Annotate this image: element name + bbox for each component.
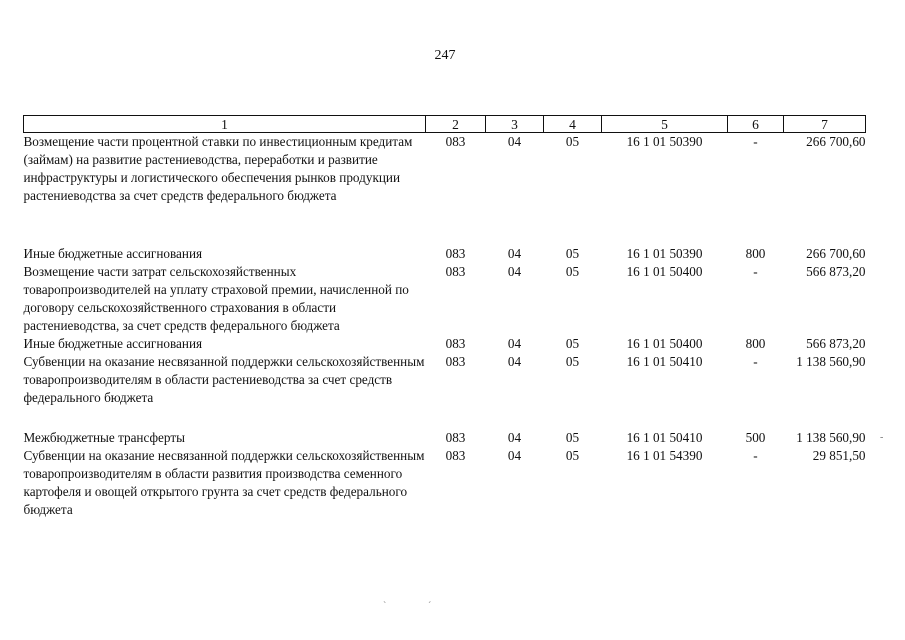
scan-speck: ˋ [383,601,387,612]
row-section: 04 [507,245,522,261]
row-name: Возмещение части затрат сельскохозяйственных товаропроизводителей на уплату страховой премии, начисленной по договору сельскохозяйственного страхования в области растениеводства, за счет средств федерального бюджета [23,263,409,333]
header-col-3: 3 [486,116,544,133]
row-subsection: 05 [565,353,580,369]
header-col-2: 2 [426,116,486,133]
table-row [24,245,866,263]
row-ministry: 083 [445,134,466,149]
row-target: 16 1 01 50390 [626,134,703,149]
row-section: 04 [507,263,522,279]
row-subsection: 05 [565,429,580,445]
row-type: 800 [745,245,766,261]
row-section: 04 [507,447,522,463]
row-target: 16 1 01 50410 [626,353,703,369]
header-col-4: 4 [544,116,602,133]
row-section: 04 [507,134,522,149]
page-number: 247 [434,48,456,63]
row-type: 500 [745,429,766,445]
row-ministry: 083 [445,263,466,279]
table-header-row [24,116,866,133]
row-amount: 29 851,50 [812,447,866,463]
row-ministry: 083 [445,335,466,351]
row-name: Возмещение части процентной ставки по инвестиционным кредитам (займам) на развитие растениеводства, переработки и развитие инфраструктуры и логистического обеспечения рынков продукции растениеводства за счет средств федерального бюджета [23,134,413,203]
row-type: 800 [745,335,766,351]
row-subsection: 05 [565,134,580,149]
row-subsection: 05 [565,263,580,279]
table-row [24,353,866,429]
scan-speck: - [880,432,884,443]
row-type: - [753,134,758,149]
scan-speck: ˊ [428,601,432,612]
row-subsection: 05 [565,335,580,351]
row-amount: 1 138 560,90 [796,353,866,369]
row-target: 16 1 01 50400 [626,335,703,351]
header-col-5: 5 [602,116,728,133]
table-row [24,335,866,353]
row-type: - [753,447,758,463]
row-amount: 566 873,20 [806,335,866,351]
table-row [24,263,866,335]
table-row [24,447,866,519]
row-section: 04 [507,353,522,369]
budget-table [23,115,866,519]
row-subsection: 05 [565,447,580,463]
row-type: - [753,353,758,369]
row-ministry: 083 [445,245,466,261]
table-row [24,133,866,245]
header-col-1: 1 [24,116,426,133]
row-target: 16 1 01 50400 [626,263,703,279]
header-col-7: 7 [784,116,866,133]
header-col-6: 6 [728,116,784,133]
row-ministry: 083 [445,429,466,445]
row-subsection: 05 [565,245,580,261]
row-amount: 566 873,20 [806,263,866,279]
row-type: - [753,263,758,279]
row-name: Иные бюджетные ассигнования [23,245,203,261]
row-name: Субвенции на оказание несвязанной поддержки сельскохозяйственным товаропроизводителям в области развития производства семенного картофеля и овощей открытого грунта за счет средств федерального бюджета [23,447,425,517]
table-row [24,429,866,447]
row-target: 16 1 01 50390 [626,245,703,261]
row-amount: 266 700,60 [806,134,866,149]
row-name: Иные бюджетные ассигнования [23,335,203,351]
row-ministry: 083 [445,447,466,463]
row-target: 16 1 01 50410 [626,429,703,445]
row-target: 16 1 01 54390 [626,447,703,463]
row-name: Субвенции на оказание несвязанной поддержки сельскохозяйственным товаропроизводителям в области растениеводства за счет средств федерального бюджета [23,353,425,405]
row-amount: 266 700,60 [806,245,866,261]
row-section: 04 [507,429,522,445]
row-section: 04 [507,335,522,351]
row-ministry: 083 [445,353,466,369]
row-amount: 1 138 560,90 [796,429,866,445]
row-name: Межбюджетные трансферты [23,429,185,445]
